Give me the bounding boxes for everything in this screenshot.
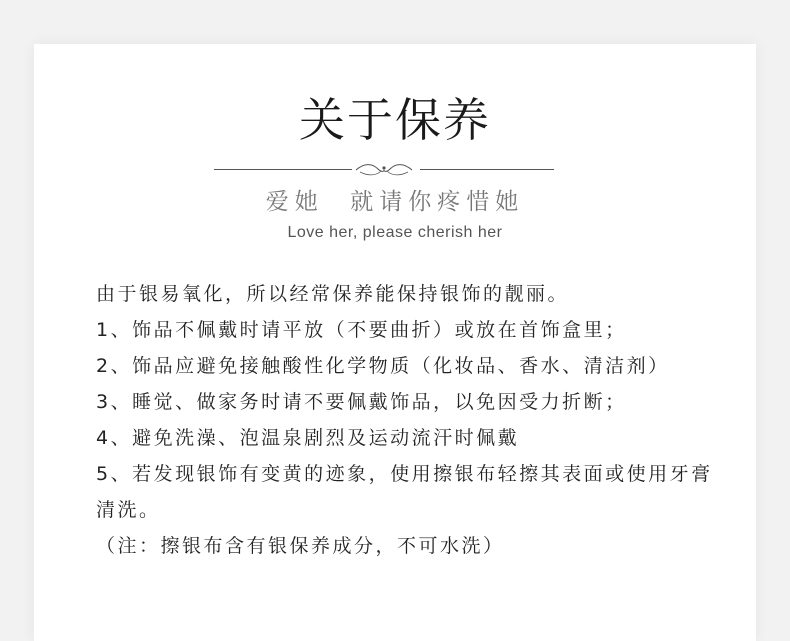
instruction-item-2: 2、饰品应避免接触酸性化学物质（化妆品、香水、清洁剂） <box>96 355 670 377</box>
title-divider <box>214 160 554 180</box>
care-instructions <box>96 276 726 564</box>
care-card <box>34 44 756 641</box>
instruction-item-3: 3、睡觉、做家务时请不要佩戴饰品，以免因受力折断； <box>96 391 627 413</box>
instruction-item-1: 1、饰品不佩戴时请平放（不要曲折）或放在首饰盒里； <box>96 319 627 341</box>
divider-line-left <box>214 169 352 170</box>
intro-text: 由于银易氧化，所以经常保养能保持银饰的靓丽。 <box>96 283 570 305</box>
subtitle-chinese: 爱她 就请你疼惜她 <box>265 189 525 215</box>
instruction-item-4: 4、避免洗澡、泡温泉剧烈及运动流汗时佩戴 <box>96 427 520 449</box>
flourish-ornament-icon <box>354 161 414 179</box>
subtitle-english: Love her, please cherish her <box>287 224 503 241</box>
divider-line-right <box>420 169 554 170</box>
note-text: （注：擦银布含有银保养成分，不可水洗） <box>96 535 505 557</box>
page-title: 关于保养 <box>299 93 491 147</box>
instruction-item-5: 5、若发现银饰有变黄的迹象，使用擦银布轻擦其表面或使用牙膏清洗。 <box>96 463 713 521</box>
